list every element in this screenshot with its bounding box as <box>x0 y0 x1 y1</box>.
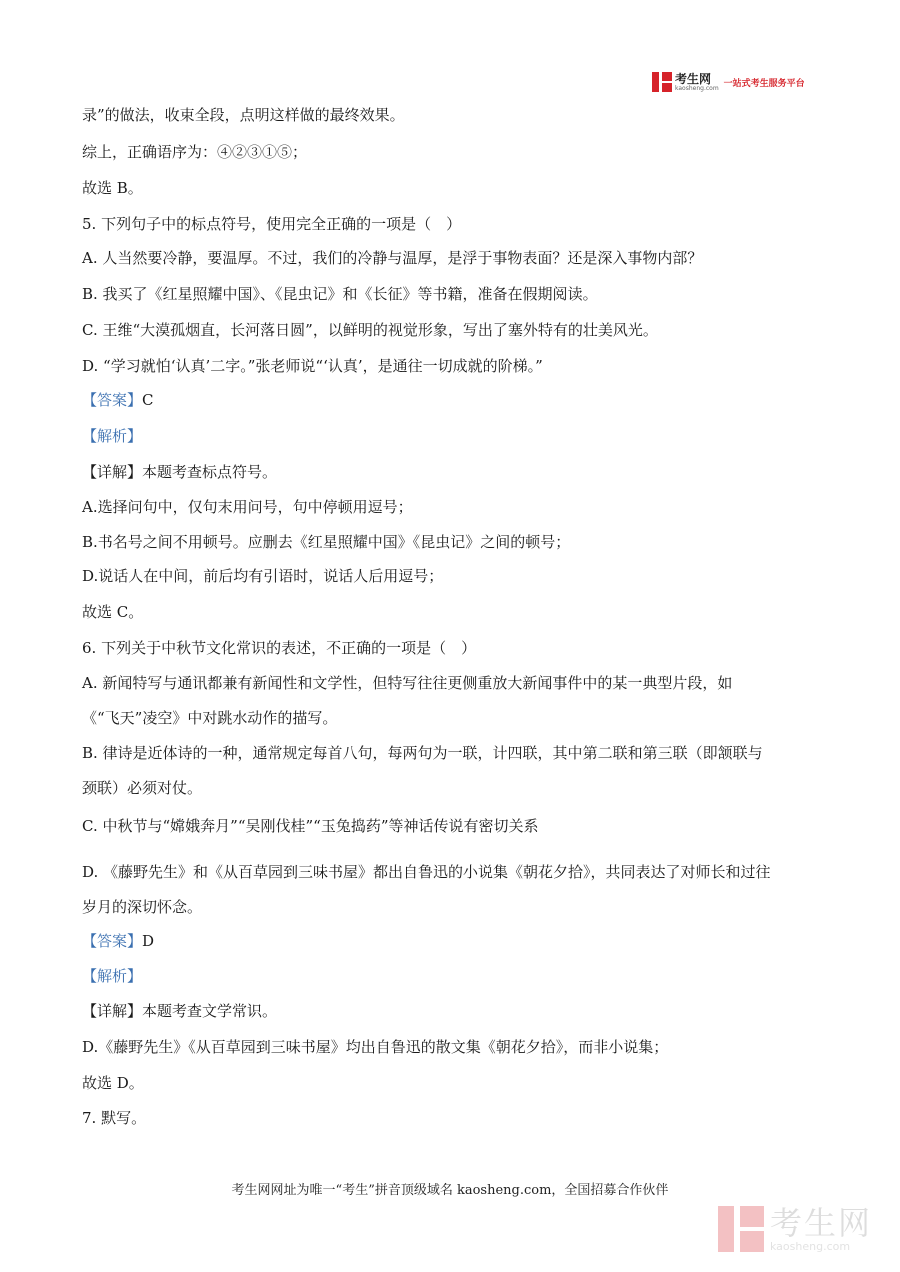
question-5-option-b: B. 我买了《红星照耀中国》、《昆虫记》和《长征》等书籍，准备在假期阅读。 <box>82 285 598 303</box>
watermark <box>718 1203 873 1253</box>
logo-mark-icon <box>652 72 672 92</box>
answer-value: C <box>142 391 154 409</box>
answer-tag: 【答案】 <box>82 932 143 950</box>
question-6-option-c: C. 中秋节与“嫦娥奔月”“吴刚伐桂”“玉兔捣药”等神话传说有密切关系 <box>82 817 539 835</box>
detail-line <box>82 1001 277 1021</box>
detail-text: 本题考查文学常识。 <box>142 1002 278 1020</box>
question-6-option-d: D. 《藤野先生》和《从百草园到三味书屋》都出自鲁迅的小说集《朝花夕拾》，共同表达了对师长和过往 <box>82 863 771 881</box>
text-line: B.书名号之间不用顿号。应删去《红星照耀中国》《昆虫记》之间的顿号； <box>82 533 571 551</box>
logo-domain: kaosheng.com <box>675 84 719 92</box>
question-6-option-a-cont: 《“飞天”凌空》中对跳水动作的描写。 <box>82 709 338 727</box>
text-line: 录”的做法，收束全段，点明这样做的最终效果。 <box>82 106 405 124</box>
question-6-option-b: B. 律诗是近体诗的一种，通常规定每首八句，每两句为一联，计四联，其中第二联和第三联（即颔联与 <box>82 744 763 762</box>
analysis-line <box>82 966 142 986</box>
logo-name: 考生网 <box>675 71 712 86</box>
logo-text <box>675 73 719 92</box>
site-logo <box>652 70 805 94</box>
logo-slogan: 一站式考生服务平台 <box>723 78 805 89</box>
watermark-mark-icon <box>718 1206 764 1252</box>
question-6-option-b-cont: 颈联）必须对仗。 <box>82 779 203 797</box>
analysis-line <box>82 426 142 446</box>
text-line: D.说话人在中间，前后均有引语时，说话人后用逗号； <box>82 567 444 585</box>
question-5-option-a: A. 人当然要冷静，要温厚。不过，我们的冷静与温厚，是浮于事物表面？还是深入事物内部？ <box>82 249 703 267</box>
question-6-option-d-cont: 岁月的深切怀念。 <box>82 898 203 916</box>
text-line: A.选择问句中，仅句末用问号，句中停顿用逗号； <box>82 498 413 516</box>
answer-value: D <box>142 932 155 950</box>
question-6-option-a: A. 新闻特写与通讯都兼有新闻性和文学性，但特写往往更侧重放大新闻事件中的某一典型片段，如 <box>82 674 733 692</box>
detail-tag: 【详解】 <box>82 463 143 481</box>
question-5-stem: 5. 下列句子中的标点符号，使用完全正确的一项是（ ） <box>82 215 462 233</box>
watermark-text <box>770 1203 873 1253</box>
text-line: 故选 B。 <box>82 179 143 197</box>
text-line: 故选 C。 <box>82 603 144 621</box>
detail-text: 本题考查标点符号。 <box>142 463 278 481</box>
detail-line <box>82 462 277 482</box>
answer-line <box>82 390 154 410</box>
answer-line <box>82 931 154 951</box>
question-5-option-d: D. “学习就怕‘认真’二字。”张老师说“‘认真’，是通往一切成就的阶梯。” <box>82 357 543 375</box>
detail-tag: 【详解】 <box>82 1002 143 1020</box>
page-footer: 考生网网址为唯一“考生”拼音顶级域名 kaosheng.com，全国招募合作伙伴 <box>231 1183 669 1198</box>
question-6-stem: 6. 下列关于中秋节文化常识的表述，不正确的一项是（ ） <box>82 639 477 657</box>
analysis-tag: 【解析】 <box>82 967 143 985</box>
watermark-name: 考生网 <box>770 1203 873 1242</box>
watermark-domain: kaosheng.com <box>770 1239 851 1253</box>
question-7-stem: 7. 默写。 <box>82 1109 147 1127</box>
answer-tag: 【答案】 <box>82 391 143 409</box>
question-5-option-c: C. 王维“大漠孤烟直，长河落日圆”，以鲜明的视觉形象，写出了塞外特有的壮美风光。 <box>82 321 658 339</box>
text-line: D.《藤野先生》《从百草园到三味书屋》均出自鲁迅的散文集《朝花夕拾》，而非小说集； <box>82 1038 669 1056</box>
text-line: 综上，正确语序为：④②③①⑤； <box>82 143 308 161</box>
text-line: 故选 D。 <box>82 1074 144 1092</box>
analysis-tag: 【解析】 <box>82 427 143 445</box>
